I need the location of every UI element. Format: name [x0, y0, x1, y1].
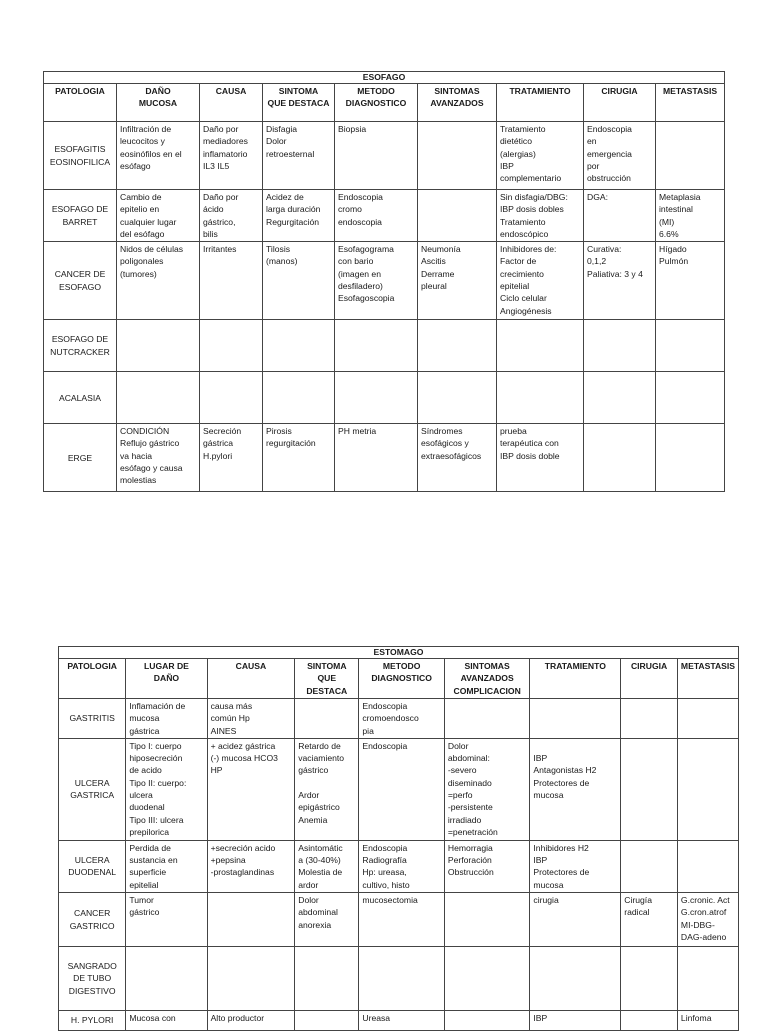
estomago-cell	[444, 699, 530, 739]
esofago-table	[43, 71, 725, 492]
esofago-header-cell: METODO DIAGNOSTICO	[335, 84, 418, 122]
estomago-pathology-cell: CANCER GASTRICO	[59, 893, 126, 947]
esofago-cell: Disfagia Dolor retroesternal	[263, 122, 335, 190]
estomago-cell: Alto productor	[207, 1011, 295, 1031]
esofago-cell: Esofagograma con bario (imagen en desfiladero) Esofagoscopia	[335, 242, 418, 320]
estomago-cell: Endoscopia cromoendosco pia	[359, 699, 445, 739]
estomago-cell: mucosectomia	[359, 893, 445, 947]
esofago-row	[44, 372, 725, 424]
esofago-cell	[117, 372, 200, 424]
estomago-cell: Inflamación de mucosa gástrica	[126, 699, 207, 739]
estomago-row	[59, 738, 739, 840]
estomago-cell: Retardo de vaciamiento gástrico Ardor epigástrico Anemia	[295, 738, 359, 840]
estomago-cell	[295, 1011, 359, 1031]
estomago-pathology-cell: H. PYLORI	[59, 1011, 126, 1031]
esofago-pathology-cell: ESOFAGO DE NUTCRACKER	[44, 320, 117, 372]
estomago-cell: Perdida de sustancia en superficie epitelial	[126, 840, 207, 892]
estomago-cell	[530, 947, 621, 1011]
estomago-pathology-cell: ULCERA GASTRICA	[59, 738, 126, 840]
estomago-cell	[207, 893, 295, 947]
esofago-header-cell: SINTOMA QUE DESTACA	[263, 84, 335, 122]
estomago-cell: Endoscopia	[359, 738, 445, 840]
esofago-cell	[656, 424, 725, 492]
estomago-cell: Cirugía radical	[621, 893, 678, 947]
estomago-cell	[621, 840, 678, 892]
estomago-cell	[677, 947, 738, 1011]
estomago-cell	[207, 947, 295, 1011]
estomago-pathology-cell: SANGRADO DE TUBO DIGESTIVO	[59, 947, 126, 1011]
esofago-cell	[584, 320, 656, 372]
esofago-cell	[263, 372, 335, 424]
esofago-cell: Tilosis (manos)	[263, 242, 335, 320]
esofago-row	[44, 190, 725, 242]
esofago-row	[44, 122, 725, 190]
estomago-cell	[677, 840, 738, 892]
estomago-cell: + acidez gástrica (-) mucosa HCO3 HP	[207, 738, 295, 840]
estomago-cell: Linfoma	[677, 1011, 738, 1031]
esofago-row	[44, 242, 725, 320]
estomago-header-cell: SINTOMAS AVANZADOS COMPLICACION	[444, 659, 530, 699]
estomago-cell	[530, 699, 621, 739]
estomago-cell: IBP	[530, 1011, 621, 1031]
esofago-cell: Nidos de células poligonales (tumores)	[117, 242, 200, 320]
esofago-cell	[656, 122, 725, 190]
esofago-header-cell: PATOLOGIA	[44, 84, 117, 122]
esofago-cell	[117, 320, 200, 372]
esofago-cell	[200, 320, 263, 372]
estomago-table	[58, 646, 739, 1031]
estomago-cell	[295, 699, 359, 739]
estomago-cell: cirugia	[530, 893, 621, 947]
esofago-cell	[418, 122, 497, 190]
esofago-cell	[656, 372, 725, 424]
estomago-header-cell: LUGAR DE DAÑO	[126, 659, 207, 699]
esofago-cell	[497, 320, 584, 372]
estomago-cell: +secreción acido +pepsina -prostaglandinas	[207, 840, 295, 892]
esofago-cell: Irritantes	[200, 242, 263, 320]
estomago-header-cell: CIRUGIA	[621, 659, 678, 699]
estomago-header-cell: CAUSA	[207, 659, 295, 699]
estomago-cell	[444, 947, 530, 1011]
esofago-cell: Metaplasia intestinal (MI) 6.6%	[656, 190, 725, 242]
esofago-header-cell: TRATAMIENTO	[497, 84, 584, 122]
estomago-header-cell: METODO DIAGNOSTICO	[359, 659, 445, 699]
esofago-cell: Cambio de epitelio en cualquier lugar del esófago	[117, 190, 200, 242]
estomago-cell: Mucosa con	[126, 1011, 207, 1031]
estomago-cell: Dolor abdominal anorexia	[295, 893, 359, 947]
esofago-cell	[263, 320, 335, 372]
esofago-header-cell: SINTOMAS AVANZADOS	[418, 84, 497, 122]
estomago-header-cell: METASTASIS	[677, 659, 738, 699]
estomago-cell	[677, 738, 738, 840]
esofago-pathology-cell: ACALASIA	[44, 372, 117, 424]
estomago-cell: Inhibidores H2 IBP Protectores de mucosa	[530, 840, 621, 892]
esofago-pathology-cell: CANCER DE ESOFAGO	[44, 242, 117, 320]
esofago-cell: CONDICIÓN Reflujo gástrico va hacia esófago y causa molestias	[117, 424, 200, 492]
estomago-cell: IBP Antagonistas H2 Protectores de mucosa	[530, 738, 621, 840]
esofago-header-cell: DAÑO MUCOSA	[117, 84, 200, 122]
estomago-cell: Hemorragia Perforación Obstrucción	[444, 840, 530, 892]
estomago-cell	[359, 947, 445, 1011]
esofago-cell	[418, 320, 497, 372]
estomago-title: ESTOMAGO	[59, 647, 739, 659]
esofago-cell: Daño por mediadores inflamatorio IL3 IL5	[200, 122, 263, 190]
estomago-row	[59, 893, 739, 947]
esofago-cell: Neumonía Ascitis Derrame pleural	[418, 242, 497, 320]
esofago-cell: Infiltración de leucocitos y eosinófilos en el esófago	[117, 122, 200, 190]
esofago-title: ESOFAGO	[44, 72, 725, 84]
esofago-header-cell: METASTASIS	[656, 84, 725, 122]
esofago-cell: Hígado Pulmón	[656, 242, 725, 320]
esofago-cell: Biopsia	[335, 122, 418, 190]
estomago-header-cell: TRATAMIENTO	[530, 659, 621, 699]
esofago-cell	[418, 372, 497, 424]
esofago-row	[44, 320, 725, 372]
esofago-cell	[335, 372, 418, 424]
estomago-cell: Ureasa	[359, 1011, 445, 1031]
esofago-header-cell: CAUSA	[200, 84, 263, 122]
estomago-cell	[621, 947, 678, 1011]
esofago-row	[44, 424, 725, 492]
estomago-cell: causa más común Hp AINES	[207, 699, 295, 739]
esofago-cell	[584, 372, 656, 424]
estomago-cell	[295, 947, 359, 1011]
esofago-cell: Endoscopia en emergencia por obstrucción	[584, 122, 656, 190]
esofago-cell: Endoscopia cromo endoscopia	[335, 190, 418, 242]
esofago-cell: DGA:	[584, 190, 656, 242]
esofago-cell	[200, 372, 263, 424]
esofago-pathology-cell: ERGE	[44, 424, 117, 492]
estomago-cell	[444, 1011, 530, 1031]
estomago-row	[59, 699, 739, 739]
esofago-pathology-cell: ESOFAGO DE BARRET	[44, 190, 117, 242]
estomago-cell	[126, 947, 207, 1011]
esofago-cell: Curativa: 0,1,2 Paliativa: 3 y 4	[584, 242, 656, 320]
esofago-pathology-cell: ESOFAGITIS EOSINOFILICA	[44, 122, 117, 190]
esofago-cell	[418, 190, 497, 242]
estomago-cell: Tumor gástrico	[126, 893, 207, 947]
estomago-cell	[621, 738, 678, 840]
estomago-cell	[677, 699, 738, 739]
estomago-pathology-cell: GASTRITIS	[59, 699, 126, 739]
esofago-cell: Inhibidores de: Factor de crecimiento epitelial Ciclo celular Angiogénesis	[497, 242, 584, 320]
estomago-cell: G.cronic. Act G.cron.atrof MI-DBG- DAG-adeno	[677, 893, 738, 947]
esofago-cell	[656, 320, 725, 372]
esofago-cell: Acidez de larga duración Regurgitación	[263, 190, 335, 242]
esofago-cell: Secreción gástrica H.pylori	[200, 424, 263, 492]
estomago-pathology-cell: ULCERA DUODENAL	[59, 840, 126, 892]
estomago-cell: Tipo I: cuerpo hiposecreción de acido Tipo II: cuerpo: ulcera duodenal Tipo III: ulcera prepilorica	[126, 738, 207, 840]
estomago-header-cell: SINTOMA QUE DESTACA	[295, 659, 359, 699]
esofago-cell: PH metria	[335, 424, 418, 492]
esofago-cell	[335, 320, 418, 372]
estomago-cell	[444, 893, 530, 947]
estomago-cell	[621, 1011, 678, 1031]
estomago-cell: Asintomátic a (30-40%) Molestia de ardor	[295, 840, 359, 892]
esofago-cell	[584, 424, 656, 492]
estomago-cell	[621, 699, 678, 739]
estomago-header-cell: PATOLOGIA	[59, 659, 126, 699]
esofago-header-cell: CIRUGIA	[584, 84, 656, 122]
estomago-cell: Endoscopia Radiografía Hp: ureasa, cultivo, histo	[359, 840, 445, 892]
estomago-row	[59, 840, 739, 892]
esofago-cell: prueba terapéutica con IBP dosis doble	[497, 424, 584, 492]
estomago-cell: Dolor abdominal: -severo diseminado =perfo -persistente irradiado =penetración	[444, 738, 530, 840]
esofago-cell: Tratamiento dietético (alergias) IBP complementario	[497, 122, 584, 190]
estomago-row	[59, 947, 739, 1011]
estomago-row	[59, 1011, 739, 1031]
esofago-cell: Daño por ácido gástrico, bilis	[200, 190, 263, 242]
esofago-cell: Pirosis regurgitación	[263, 424, 335, 492]
esofago-cell	[497, 372, 584, 424]
esofago-cell: Síndromes esofágicos y extraesofágicos	[418, 424, 497, 492]
esofago-cell: Sin disfagia/DBG: IBP dosis dobles Tratamiento endoscópico	[497, 190, 584, 242]
